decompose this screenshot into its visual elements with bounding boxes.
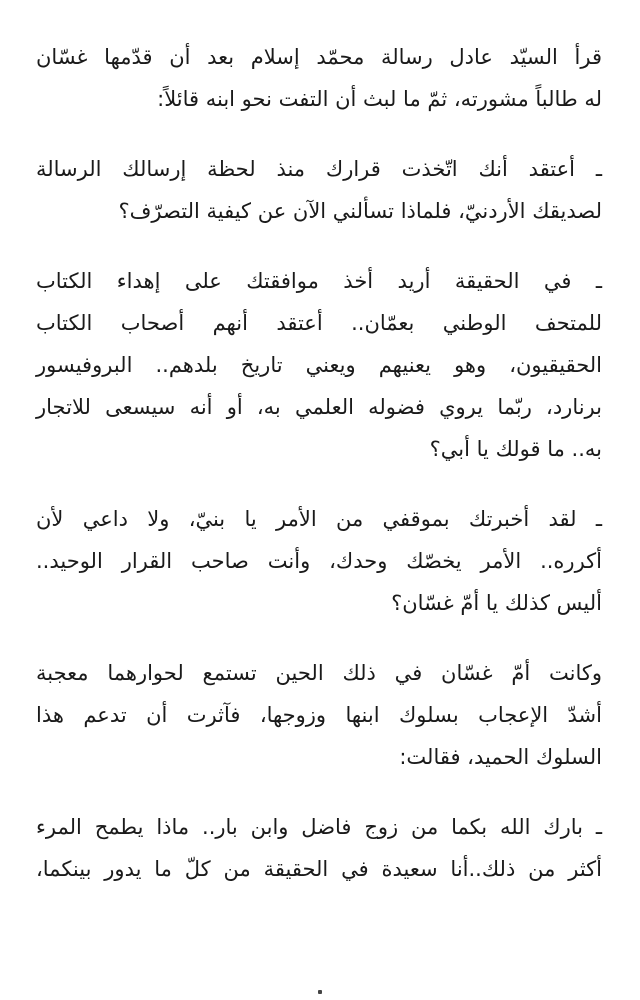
text-line: به.. ما قولك يا أبي؟ — [429, 437, 602, 461]
text-line: السلوك الحميد، فقالت: — [399, 745, 602, 769]
text-line: ـ بارك الله بكما من زوج فاضل وابن بار.. ماذا يطمح المرء — [36, 815, 602, 839]
text-line: الحقيقيون، وهو يعنيهم ويعني تاريخ بلدهم.. البروفيسور — [36, 353, 602, 377]
paragraph-1 — [36, 36, 602, 120]
text-line: أكثر من ذلك..أنا سعيدة في الحقيقة من كلّ ما يدور بينكما، — [36, 857, 602, 881]
paragraph-2 — [36, 148, 602, 232]
text-line: قرأ السيّد عادل رسالة محمّد إسلام بعد أن قدّمها غسّان — [36, 45, 602, 69]
text-line: ـ أعتقد أنك اتّخذت قرارك منذ لحظة إرسالك الرسالة — [36, 157, 602, 181]
page-number-mark — [318, 990, 322, 994]
paragraph-4 — [36, 498, 602, 624]
text-line: لصديقك الأردنيّ، فلماذا تسألني الآن عن كيفية التصرّف؟ — [118, 199, 602, 223]
text-line: ـ في الحقيقة أريد أخذ موافقتك على إهداء الكتاب — [36, 269, 602, 293]
paragraph-5 — [36, 652, 602, 778]
book-page — [36, 36, 602, 918]
text-line: برنارد، ربّما يروي فضوله العلمي به، أو أنه سيسعى للاتجار — [36, 395, 602, 419]
paragraph-6 — [36, 806, 602, 890]
text-line: ـ لقد أخبرتك بموقفي من الأمر يا بنيّ، ولا داعي لأن — [36, 507, 602, 531]
text-line: أليس كذلك يا أمّ غسّان؟ — [391, 591, 602, 615]
text-line: له طالباً مشورته، ثمّ ما لبث أن التفت نحو ابنه قائلاً: — [157, 87, 602, 111]
text-line: وكانت أمّ غسّان في ذلك الحين تستمع لحوارهما معجبة — [36, 661, 602, 685]
text-line: أشدّ الإعجاب بسلوك ابنها وزوجها، فآثرت أن تدعم هذا — [36, 703, 602, 727]
text-line: أكرره.. الأمر يخصّك وحدك، وأنت صاحب القرار الوحيد.. — [36, 549, 602, 573]
text-line: للمتحف الوطني بعمّان.. أعتقد أنهم أصحاب الكتاب — [36, 311, 602, 335]
paragraph-3 — [36, 260, 602, 470]
